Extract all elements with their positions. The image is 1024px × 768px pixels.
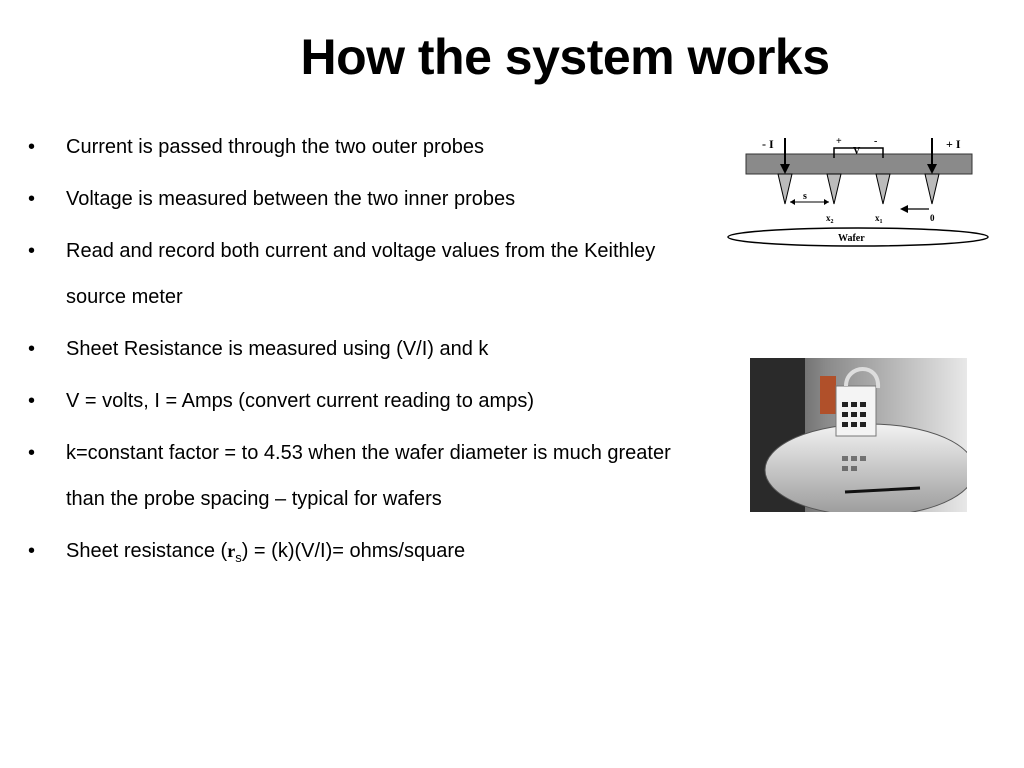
probe-tip (925, 174, 939, 204)
bullet-item-sheet-resistance (24, 528, 704, 581)
label-v: V (853, 146, 861, 157)
bullet-item (24, 326, 704, 372)
formula-suffix: ) = (k)(V/I)= ohms/square (241, 540, 466, 562)
bullet-item (24, 124, 704, 170)
spacing-arrowhead (790, 199, 795, 205)
slide-title: How the system works (300, 29, 830, 85)
bullet-text: Current is passed through the two outer probes (66, 136, 485, 158)
probe-station-photo (750, 358, 967, 512)
label-s: s (803, 191, 807, 202)
bullet-dot: • (28, 136, 36, 158)
probe-tip (827, 174, 841, 204)
bullet-dot: • (28, 390, 36, 412)
probe-bar (746, 154, 972, 174)
formula-prefix: Sheet resistance ( (66, 540, 228, 562)
bullet-item (24, 176, 704, 222)
rho-subscript: s (235, 550, 242, 565)
bullet-item (24, 228, 704, 320)
label-plus-i: + I (946, 137, 961, 151)
bullet-text: V = volts, I = Amps (convert current reading to amps) (66, 390, 534, 412)
bullet-dot: • (28, 338, 36, 360)
spacing-arrowhead (824, 199, 829, 205)
bullet-dot: • (28, 442, 36, 464)
probe-tip (876, 174, 890, 204)
label-minus: - (874, 136, 878, 147)
probe-head-panel (842, 402, 866, 427)
label-x1: $x_1$ (875, 213, 883, 225)
bullet-list (24, 124, 704, 587)
label-minus-i: - I (762, 137, 774, 151)
label-plus: + (836, 136, 842, 147)
probe-head-block (836, 386, 876, 436)
bullet-dot: • (28, 240, 36, 262)
label-zero: 0 (930, 213, 935, 223)
bullet-text: Voltage is measured between the two inner probes (66, 188, 516, 210)
x-axis-arrowhead (900, 205, 908, 213)
bullet-item (24, 378, 704, 424)
bullet-dot: • (28, 188, 36, 210)
label-x2: $x_2$ (826, 213, 834, 225)
label-wafer: Wafer (838, 233, 865, 244)
bullet-text: Read and record both current and voltage values from the Keithley source meter (66, 240, 656, 308)
bullet-text: k=constant factor = to 4.53 when the wafer diameter is much greater than the probe spacing – typical for wafers (66, 442, 671, 510)
bullet-dot: • (28, 540, 36, 562)
bullet-text: Sheet Resistance is measured using (V/I) and k (66, 338, 489, 360)
wafer-chuck-plate (765, 424, 967, 512)
probe-tip (778, 174, 792, 204)
rho-symbol: r (227, 541, 236, 561)
probe-head-red-part (820, 376, 836, 414)
bullet-item (24, 430, 704, 522)
four-point-probe-diagram (724, 132, 994, 252)
